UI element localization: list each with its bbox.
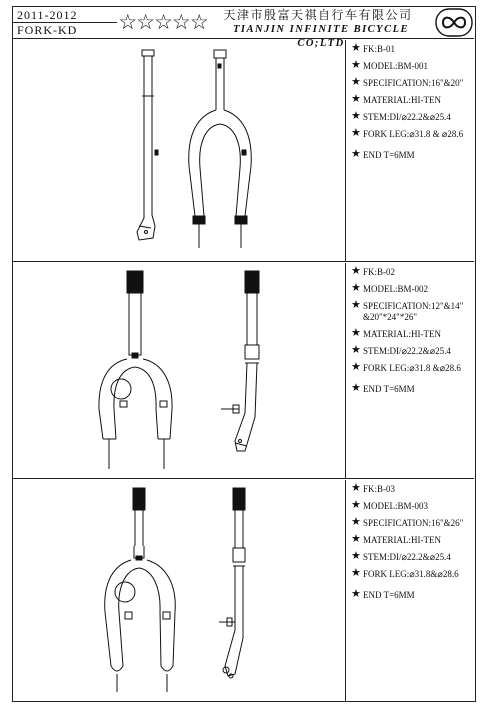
star-bullet-icon: ★	[351, 282, 361, 294]
spec-end: ★ END T=6MM	[351, 148, 415, 160]
fork-drawing-bm-002	[13, 263, 346, 478]
star-bullet-icon: ★	[351, 516, 361, 528]
spec-model: ★ MODEL:BM-001	[351, 59, 428, 71]
spec-stem: ★ STEM:DI/⌀22.2&⌀25.4	[351, 550, 451, 562]
product-row-bm-001	[13, 40, 474, 262]
star-bullet-icon: ★	[351, 482, 361, 494]
company-name-cn: 天津市殷富天祺自行车有限公司	[223, 8, 413, 22]
spec-material: ★ MATERIAL:HI-TEN	[351, 327, 441, 339]
spec-fk: ★ FK:B-01	[351, 42, 396, 54]
spec-end: ★ END T=6MM	[351, 588, 415, 600]
fork-front-view	[99, 271, 172, 469]
spec-stem: ★ STEM:DI/⌀22.2&⌀25.4	[351, 344, 451, 356]
fork-drawing-bm-003	[13, 480, 346, 702]
fork-front-view	[105, 488, 176, 692]
star-bullet-icon: ★	[351, 127, 361, 139]
spec-fork-leg: ★ FORK LEG:⌀31.8 & ⌀28.6	[351, 127, 464, 139]
star-bullet-icon: ★	[351, 499, 361, 511]
star-bullet-icon: ★	[351, 265, 361, 277]
star-bullet-icon: ★	[351, 533, 361, 545]
star-bullet-icon: ★	[351, 361, 361, 373]
catalog-years: 2011-2012	[17, 8, 78, 22]
star-bullet-icon: ★	[351, 110, 361, 122]
catalog-sheet	[12, 6, 476, 702]
spec-fork-leg: ★ FORK LEG:⌀31.8&⌀28.6	[351, 567, 459, 579]
spec-specification: ★ SPECIFICATION:12"&14" &20"*24"*26"	[351, 299, 464, 322]
star-bullet-icon: ★	[351, 299, 361, 311]
product-row-bm-002	[13, 263, 474, 479]
star-bullet-icon: ★	[351, 550, 361, 562]
spec-specification: ★ SPECIFICATION:16"&20"	[351, 76, 464, 88]
spec-stem: ★ STEM:DI/⌀22.2&⌀25.4	[351, 110, 451, 122]
rating-stars: ☆☆☆☆☆	[118, 10, 208, 34]
spec-material: ★ MATERIAL:HI-TEN	[351, 533, 441, 545]
star-bullet-icon: ★	[351, 59, 361, 71]
fork-drawing-bm-001	[13, 40, 346, 261]
star-bullet-icon: ★	[351, 344, 361, 356]
star-bullet-icon: ★	[351, 382, 361, 394]
infinity-logo-icon	[435, 8, 473, 37]
product-row-bm-003	[13, 480, 474, 702]
spec-fk: ★ FK:B-03	[351, 482, 396, 494]
spec-model: ★ MODEL:BM-003	[351, 499, 428, 511]
spec-fk: ★ FK:B-02	[351, 265, 396, 277]
star-bullet-icon: ★	[351, 567, 361, 579]
spec-model: ★ MODEL:BM-002	[351, 282, 428, 294]
star-bullet-icon: ★	[351, 588, 361, 600]
star-bullet-icon: ★	[351, 76, 361, 88]
spec-material: ★ MATERIAL:HI-TEN	[351, 93, 441, 105]
spec-specification: ★ SPECIFICATION:16"&26"	[351, 516, 464, 528]
fork-side-view	[221, 271, 259, 451]
star-bullet-icon: ★	[351, 93, 361, 105]
spec-end: ★ END T=6MM	[351, 382, 415, 394]
fork-side-view	[219, 488, 245, 678]
spec-specification-cont: &20"*24"*26"	[363, 312, 418, 322]
spec-list-bm-002	[351, 267, 473, 401]
spec-list-bm-003	[351, 484, 473, 607]
catalog-title: FORK-KD	[17, 23, 78, 37]
star-bullet-icon: ★	[351, 327, 361, 339]
fork-front-view	[189, 50, 252, 248]
spec-list-bm-001	[351, 44, 473, 167]
star-bullet-icon: ★	[351, 148, 361, 160]
spec-fork-leg: ★ FORK LEG:⌀31.8 &⌀28.6	[351, 361, 461, 373]
fork-side-view	[137, 50, 158, 240]
star-bullet-icon: ★	[351, 42, 361, 54]
company-name-en: TIANJIN INFINITE BICYCLE CO;LTD	[232, 24, 410, 49]
